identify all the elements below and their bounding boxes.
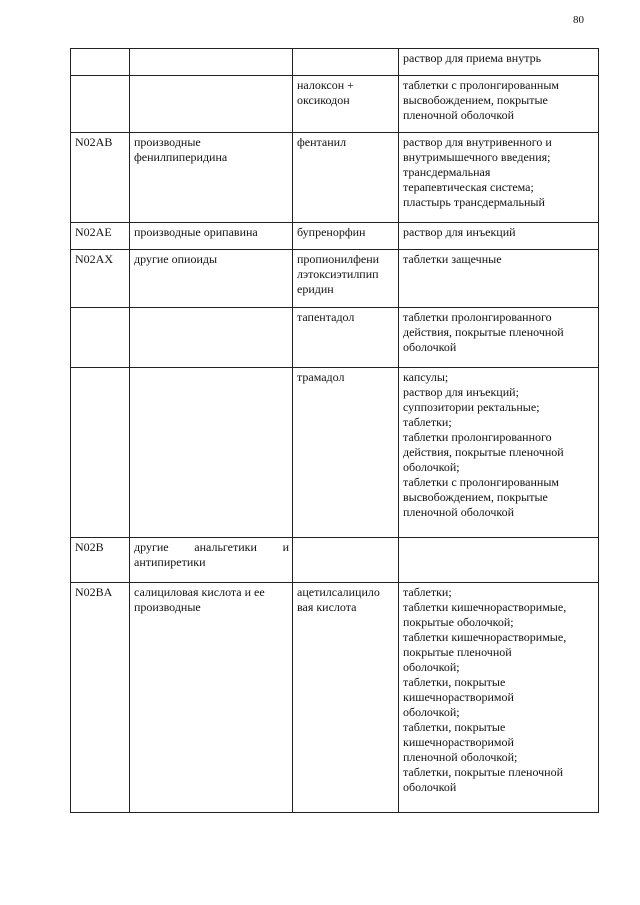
code-line: N02AB	[75, 135, 113, 149]
forms-line: оболочкой;	[403, 660, 460, 674]
forms-line: терапевтическая система;	[403, 180, 534, 194]
forms-line: пленочной оболочкой	[403, 108, 515, 122]
group-cell	[130, 368, 293, 538]
forms-line: оболочкой;	[403, 460, 460, 474]
group-cell	[130, 308, 293, 368]
forms-line: суппозитории ректальные;	[403, 400, 540, 414]
table-row	[71, 49, 599, 76]
substance-cell	[293, 76, 399, 133]
table-row	[71, 368, 599, 538]
forms-line: оболочкой	[403, 780, 457, 794]
table-row	[71, 223, 599, 250]
group-line: производные	[134, 135, 201, 149]
group-line: фенилпиперидина	[134, 150, 228, 164]
forms-line: действия, покрытые пленочной	[403, 445, 564, 459]
forms-line: таблетки;	[403, 585, 452, 599]
table-row	[71, 538, 599, 583]
dosage-forms-cell	[399, 49, 599, 76]
substance-line: тапентадол	[297, 310, 355, 324]
atc-code-cell	[71, 583, 130, 813]
group-line: салициловая кислота и ее	[134, 585, 265, 599]
dosage-forms-cell	[399, 368, 599, 538]
forms-line: таблетки защечные	[403, 252, 502, 266]
forms-line: раствор для инъекций;	[403, 385, 519, 399]
atc-code-cell	[71, 49, 130, 76]
page-number: 80	[573, 14, 584, 26]
forms-line: пластырь трансдермальный	[403, 195, 545, 209]
atc-code-cell	[71, 76, 130, 133]
forms-line: таблетки кишечнорастворимые,	[403, 600, 567, 614]
forms-line: таблетки пролонгированного	[403, 310, 552, 324]
forms-line: кишечнорастворимой	[403, 735, 514, 749]
substance-cell	[293, 538, 399, 583]
forms-line: трансдермальная	[403, 165, 491, 179]
forms-line: таблетки, покрытые	[403, 720, 506, 734]
substance-line: фентанил	[297, 135, 347, 149]
forms-line: пленочной оболочкой;	[403, 750, 518, 764]
code-line: N02AE	[75, 225, 112, 239]
substance-cell	[293, 308, 399, 368]
dosage-forms-cell	[399, 538, 599, 583]
code-line: N02BA	[75, 585, 113, 599]
table-row	[71, 308, 599, 368]
substance-cell	[293, 368, 399, 538]
drug-table	[70, 48, 599, 813]
forms-line: кишечнорастворимой	[403, 690, 514, 704]
forms-line: таблетки, покрытые	[403, 675, 506, 689]
table-row	[71, 583, 599, 813]
forms-line: оболочкой;	[403, 705, 460, 719]
code-line: N02AX	[75, 252, 113, 266]
group-line: другие опиоиды	[134, 252, 218, 266]
substance-line: еридин	[297, 282, 334, 296]
substance-line: пропионилфени	[297, 252, 380, 266]
drug-table-body	[71, 49, 599, 813]
forms-line: таблетки пролонгированного	[403, 430, 552, 444]
forms-line: пленочной оболочкой	[403, 505, 515, 519]
substance-line: трамадол	[297, 370, 345, 384]
atc-code-cell	[71, 133, 130, 223]
group-cell	[130, 223, 293, 250]
dosage-forms-cell	[399, 583, 599, 813]
group-cell	[130, 49, 293, 76]
code-line: N02B	[75, 540, 104, 554]
atc-code-cell	[71, 250, 130, 308]
substance-line: бупренорфин	[297, 225, 366, 239]
dosage-forms-cell	[399, 133, 599, 223]
substance-line: ацетилсалицило	[297, 585, 380, 599]
substance-line: вая кислота	[297, 600, 357, 614]
substance-cell	[293, 223, 399, 250]
forms-line: раствор для инъекций	[403, 225, 516, 239]
forms-line: раствор для приема внутрь	[403, 51, 542, 65]
dosage-forms-cell	[399, 308, 599, 368]
group-line: антипиретики	[134, 555, 206, 569]
dosage-forms-cell	[399, 250, 599, 308]
forms-line: таблетки;	[403, 415, 452, 429]
forms-line: раствор для внутривенного и	[403, 135, 552, 149]
forms-line: оболочкой	[403, 340, 457, 354]
substance-cell	[293, 133, 399, 223]
group-cell	[130, 583, 293, 813]
forms-line: таблетки, покрытые пленочной	[403, 765, 564, 779]
table-row	[71, 250, 599, 308]
atc-code-cell	[71, 538, 130, 583]
forms-line: таблетки с пролонгированным	[403, 475, 560, 489]
group-cell	[130, 250, 293, 308]
forms-line: внутримышечного введения;	[403, 150, 551, 164]
forms-line: капсулы;	[403, 370, 449, 384]
forms-line: высвобождением, покрытые	[403, 93, 548, 107]
forms-line: покрытые оболочкой;	[403, 615, 514, 629]
atc-code-cell	[71, 308, 130, 368]
dosage-forms-cell	[399, 223, 599, 250]
forms-line: действия, покрытые пленочной	[403, 325, 564, 339]
atc-code-cell	[71, 223, 130, 250]
substance-line: налоксон +	[297, 78, 354, 92]
group-line: другие анальгетики и	[134, 540, 289, 554]
substance-cell	[293, 49, 399, 76]
group-line: производные	[134, 600, 201, 614]
atc-code-cell	[71, 368, 130, 538]
group-cell	[130, 133, 293, 223]
table-row	[71, 133, 599, 223]
dosage-forms-cell	[399, 76, 599, 133]
table-row	[71, 76, 599, 133]
substance-line: лэтоксиэтилпип	[297, 267, 379, 281]
forms-line: таблетки с пролонгированным	[403, 78, 560, 92]
substance-cell	[293, 250, 399, 308]
forms-line: покрытые пленочной	[403, 645, 512, 659]
forms-line: таблетки кишечнорастворимые,	[403, 630, 567, 644]
group-line: производные орипавина	[134, 225, 258, 239]
group-cell	[130, 76, 293, 133]
group-cell	[130, 538, 293, 583]
substance-line: оксикодон	[297, 93, 350, 107]
forms-line: высвобождением, покрытые	[403, 490, 548, 504]
substance-cell	[293, 583, 399, 813]
